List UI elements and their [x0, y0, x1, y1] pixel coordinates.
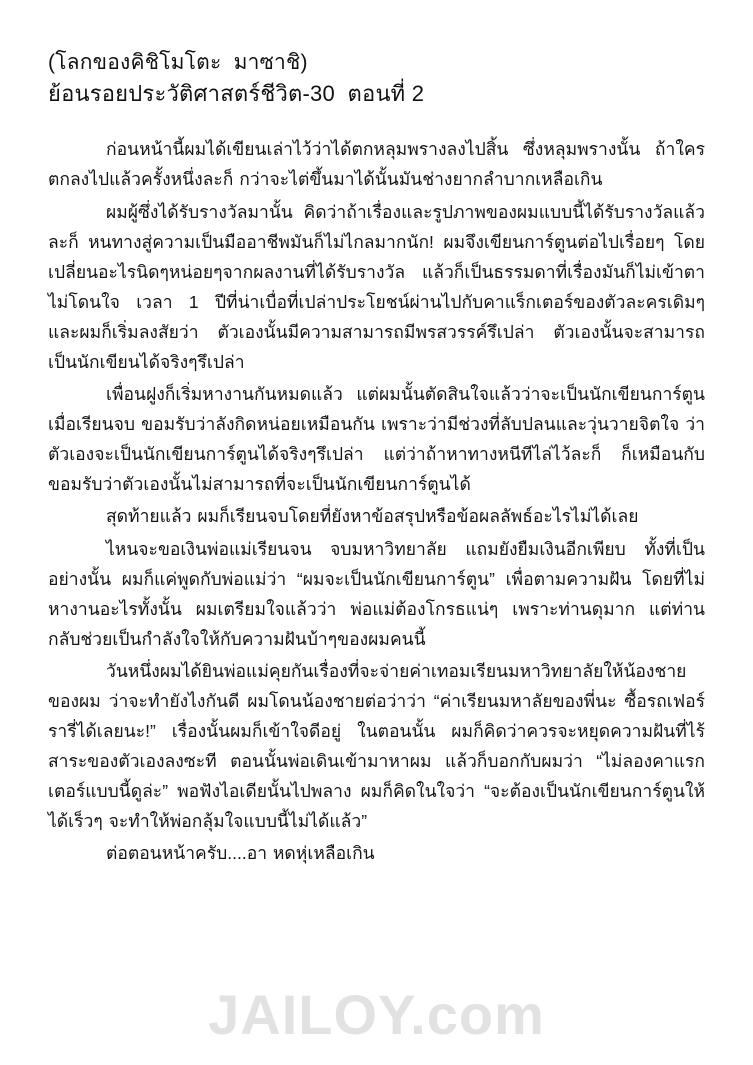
title-line-2: ย้อนรอยประวัติศาสตร์ชีวิต-30 ตอนที่ 2 [48, 81, 425, 107]
paragraph: ต่อตอนหน้าครับ....อา หดหุ่เหลือเกิน [106, 843, 375, 864]
watermark: JAILOY.com [208, 983, 545, 1046]
paragraph: ผมผู้ซึ่งได้รับรางวัลมานั้น คิดว่าถ้าเรื่องและรูปภาพของผมแบบนี้ได้รับรางวัลแล้วละก็ หนทางสู่ความเป็นมืออาชีพมันก็ไม่ไกลมากนัก! ผมจึงเขียนการ์ตูนต่อไปเรื่อยๆ โดยเปลี่ยนอะไรนิดๆหน่อยๆจากผลงานที่ได้รับรางวัล แล้วก็เป็นธรรมดาที่เรื่องมันก็ไม่เข้าตาไม่โดนใจ เวลา 1 ปีที่น่าเบื่อที่เปล่าประโยชน์ผ่านไปกับคาแร็กเตอร์ของตัวละครเดิมๆ และผมก็เริ่มลงสัยว่า ตัวเองนั้นมีความสามารถมีพรสวรรค์รึเปล่า ตัวเองนั้นจะสามารถเป็นนักเขียนได้จริงๆรึเปล่า [48, 201, 705, 372]
article-body [48, 134, 705, 868]
paragraph: วันหนึ่งผมได้ยินพ่อแม่คุยกันเรื่องที่จะจ่ายค่าเทอมเรียนมหาวิทยาลัยให้น้องชายของผม ว่าจะทำยังไงกันดี ผมโดนน้องชายต่อว่าว่า “ค่าเรียนมหาลัยของพี่นะ ซื้อรถเฟอร์รารี่ได้เลยนะ!” เรื่องนั้นผมก็เข้าใจดีอยู่ ในตอนนั้น ผมก็คิดว่าควรจะหยุดความฝันที่ไร้สาระของตัวเองลงซะที ตอนนั้นพ่อเดินเข้ามาหาผม แล้วก็บอกกับผมว่า “ไม่ลองคาแรกเตอร์แบบนี้ดูล่ะ” พอฟังไอเดียนั้นไปพลาง ผมก็คิดในใจว่า “จะต้องเป็นนักเขียนการ์ตูนให้ได้เร็วๆ จะทำให้พ่อกลุ้มใจแบบนี้ไม่ได้แล้ว” [48, 660, 705, 832]
paragraph: ก่อนหน้านี้ผมได้เขียนเล่าไว้ว่าได้ตกหลุมพรางลงไปสิ้น ซึ่งหลุมพรางนั้น ถ้าใครตกลงไปแล้วครั้งหนึ่งละก็ กว่าจะไต่ขึ้นมาได้นั้นมันช่างยากลำบากเหลือเกิน [48, 139, 705, 190]
paragraph: เพื่อนฝูงก็เริ่มหางานกันหมดแล้ว แต่ผมนั้นตัดสินใจแล้วว่าจะเป็นนักเขียนการ์ตูนเมื่อเรียนจบ ขอมรับว่าลังกิดหน่อยเหมือนกัน เพราะว่ามีช่วงที่ลับปลนและวุ่นวายจิตใจ ว่าตัวเองจะเป็นนักเขียนการ์ตูนได้จริงๆรึเปล่า แต่ว่าถ้าหาทางหนีทีไล่ไว้ละก็ ก็เหมือนกับขอมรับว่าตัวเองนั้นไม่สามารถที่จะเป็นนักเขียนการ์ตูนได้ [48, 384, 705, 495]
page-title [48, 48, 705, 110]
title-line-1: (โลกของคิชิโมโตะ มาซาชิ) [48, 51, 308, 74]
paragraph: สุดท้ายแล้ว ผมก็เรียนจบโดยที่ยังหาข้อสรุปหรือข้อผลลัพธ์อะไรไม่ได้เลย [106, 506, 639, 527]
paragraph: ไหนจะขอเงินพ่อแม่เรียนจน จบมหาวิทยาลัย แถมยังยืมเงินอีกเพียบ ทั้งที่เป็นอย่างนั้น ผมก็แค่พูดกับพ่อแม่ว่า “ผมจะเป็นนักเขียนการ์ตูน” เพื่อตามความฝัน โดยที่ไม่หางานอะไรทั้งนั้น ผมเตรียมใจแล้วว่า พ่อแม่ต้องโกรธแน่ๆ เพราะท่านดุมาก แต่ท่านกลับช่วยเป็นกำลังใจให้กับความฝันบ้าๆของผมคนนี้ [48, 538, 705, 649]
